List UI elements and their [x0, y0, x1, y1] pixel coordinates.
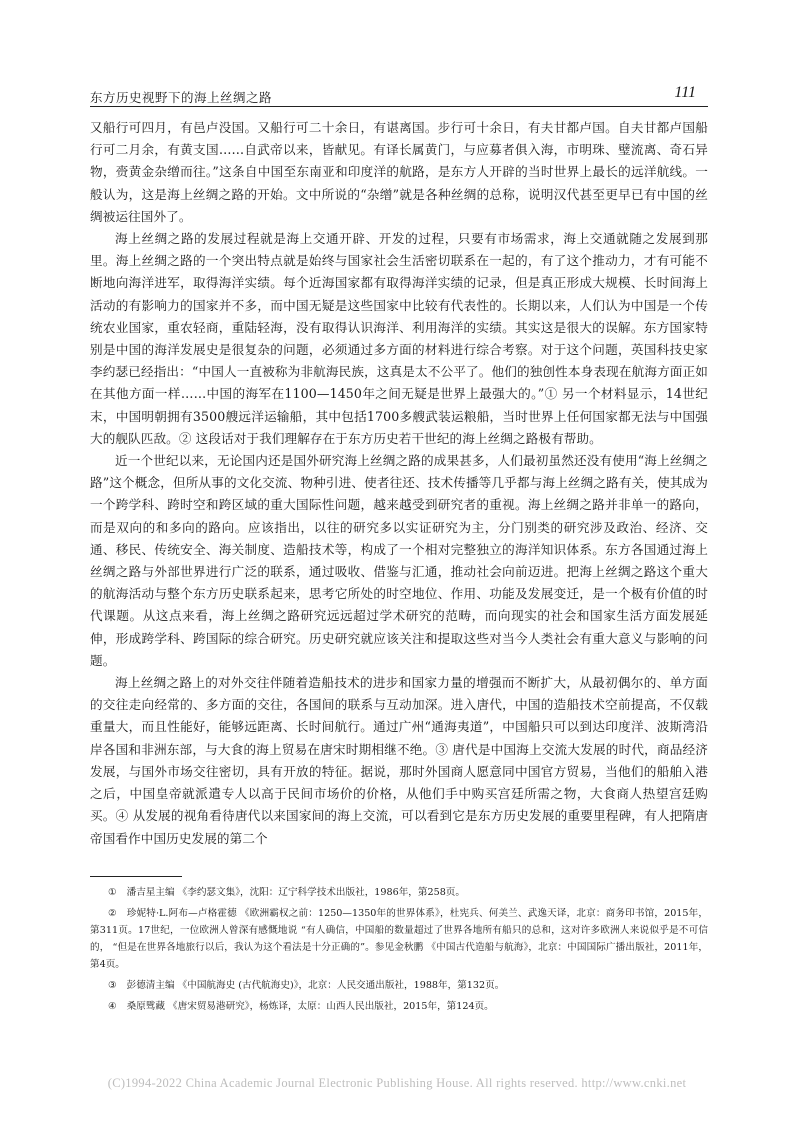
journal-article-title: 东方历史视野下的海上丝绸之路: [90, 90, 273, 105]
footnote-text: 潘吉星主编 《李约瑟文集》，沈阳：辽宁科学技术出版社，1986年，第258页。: [126, 887, 465, 898]
footnote: [90, 977, 708, 994]
body-paragraph: 近一个世纪以来，无论国内还是国外研究海上丝绸之路的成果甚多，人们最初虽然还没有使用“海上丝绸之路”这个概念，但所从事的文化交流、物种引进、使者往还、技术传播等几乎都与海上丝绸之路有关，使其成为一个跨学科、跨时空和跨区域的重大国际性问题，越来越受到研究者的重视。海上丝绸之路并非单一的路向，而是双向的和多向的路向。应该指出，以往的研究多以实证研究为主，分门别类的研究涉及政治、经济、交通、移民、传统安全、海关制度、造船技术等，构成了一个相对完整独立的海洋知识体系。东方各国通过海上丝绸之路与外部世界进行广泛的联系，通过吸收、借鉴与汇通，推动社会向前迈进。把海上丝绸之路这个重大的航海活动与整个东方历史联系起来，思考它所处的时空地位、作用、功能及发展变迁，是一个极有价值的时代课题。从这点来看，海上丝绸之路研究远远超过学术研究的范畴，而向现实的社会和国家生活方面发展延伸，形成跨学科、跨国际的综合研究。历史研究就应该关注和提取这些对当今人类社会有重大意义与影响的问题。: [90, 453, 708, 668]
article-body: [90, 117, 708, 850]
running-header: [90, 86, 700, 106]
footnote: [90, 905, 708, 973]
footnote-text: 珍妮特·L.阿布—卢格霍德 《欧洲霸权之前：1250—1350年的世界体系》，杜宪兵、何美兰、武逸天译，北京：商务印书馆，2015年，第311页。17世纪，一位欧洲人曾深有感慨地说 “有人确信，中国船的数量超过了世界各地所有船只的总和，这对许多欧洲人来说似乎是不可信的， “但是在世界各地旅行以后，我认为这个看法是十分正确的”。参见金秋鹏 《中国古代造船与航海》，北京：中国国际广播出版社，2011年，第4页。: [90, 908, 709, 970]
header-divider: [90, 106, 708, 107]
footnote: [90, 884, 708, 901]
footnotes: [90, 884, 708, 1019]
footnote-marker: ②: [108, 908, 117, 919]
footnote-marker: ④: [108, 1001, 117, 1012]
page-number: 111: [674, 84, 696, 101]
footnote: [90, 998, 708, 1015]
body-paragraph: 海上丝绸之路上的对外交往伴随着造船技术的进步和国家力量的增强而不断扩大，从最初偶尔的、单方面的交往走向经常的、多方面的交往，各国间的联系与互动加深。进入唐代，中国的造船技术空前提高，不仅载重量大，而且性能好，能够远距离、长时间航行。通过广州“通海夷道”，中国船只可以到达印度洋、波斯湾沿岸各国和非洲东部，与大食的海上贸易在唐宋时期相继不绝。③ 唐代是中国海上交流大发展的时代，商品经济发展，与国外市场交往密切，具有开放的特征。据说，那时外国商人愿意同中国官方贸易，当他们的船舶入港之后，中国皇帝就派遣专人以高于民间市场价的价格，从他们手中购买宫廷所需之物，大食商人热望宫廷购买。④ 从发展的视角看待唐代以来国家间的海上交流，可以看到它是东方历史发展的重要里程碑，有人把隋唐帝国看作中国历史发展的第二个: [90, 675, 708, 846]
body-paragraph: 海上丝绸之路的发展过程就是海上交通开辟、开发的过程，只要有市场需求，海上交通就随之发展到那里。海上丝绸之路的一个突出特点就是始终与国家社会生活密切联系在一起的，有了这个推动力，才有可能不断地向海洋进军，取得海洋实绩。每个近海国家都有取得海洋实绩的记录，但是真正形成大规模、长时间海上活动的有影响力的国家并不多，而中国无疑是这些国家中比较有代表性的。长期以来，人们认为中国是一个传统农业国家，重农轻商，重陆轻海，没有取得认识海洋、利用海洋的实绩。其实这是很大的误解。东方国家特别是中国的海洋发展史是很复杂的问题，必须通过多方面的材料进行综合考察。对于这个问题，英国科技史家李约瑟已经指出：“中国人一直被称为非航海民族，这真是太不公平了。他们的独创性本身表现在航海方面正如在其他方面一样……中国的海军在1100—1450年之间无疑是世界上最强大的。”① 另一个材料显示，14世纪末，中国明朝拥有3500艘远洋运输船，其中包括1700多艘武装运粮船，当时世界上任何国家都无法与中国强大的舰队匹敌。② 这段话对于我们理解存在于东方历史若干世纪的海上丝绸之路极有帮助。: [90, 231, 708, 446]
footnote-marker: ①: [108, 887, 117, 898]
copyright-footer: (C)1994-2022 China Academic Journal Electronic Publishing House. All rights reserved. http://www.cnki.net: [107, 1076, 687, 1090]
body-paragraph: 又船行可四月，有邑卢没国。又船行可二十余日，有谌离国。步行可十余日，有夫甘都卢国。自夫甘都卢国船行可二月余，有黄支国……自武帝以来，皆献见。有译长属黄门，与应募者俱入海，市明珠、璧流离、奇石异物，赍黄金杂缯而往。”这条自中国至东南亚和印度洋的航路，是东方人开辟的当时世界上最长的远洋航线。一般认为，这是海上丝绸之路的开始。文中所说的“杂缯”就是各种丝绸的总称，说明汉代甚至更早已有中国的丝绸被运往国外了。: [90, 120, 708, 224]
footnote-marker: ③: [108, 980, 117, 991]
footnote-divider: [90, 876, 182, 877]
footnote-text: 彭德清主编 《中国航海史 (古代航海史)》，北京：人民交通出版社，1988年，第132页。: [126, 980, 505, 991]
footnote-text: 桑原骘藏 《唐宋贸易港研究》，杨炼译，太原：山西人民出版社，2015年，第124页。: [126, 1001, 494, 1012]
